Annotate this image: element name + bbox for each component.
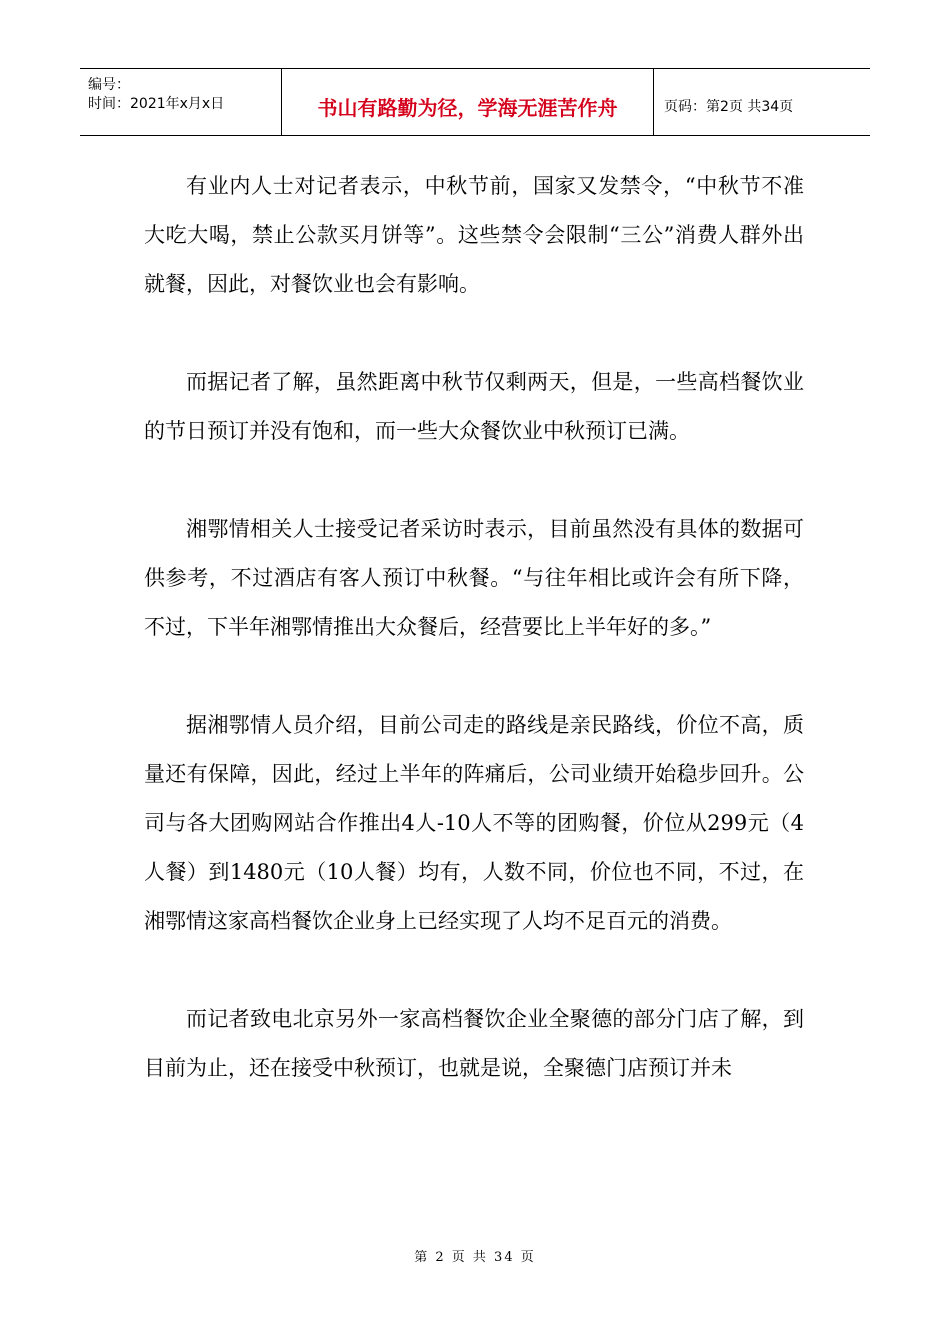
paragraph: 而记者致电北京另外一家高档餐饮企业全聚德的部分门店了解，到目前为止，还在接受中秋预订，也就是说，全聚德门店预订并未: [144, 1007, 804, 1080]
document-time-label: 时间：2021年x月x日: [88, 96, 225, 112]
paragraph: 有业内人士对记者表示，中秋节前，国家又发禁令，“中秋节不准大吃大喝，禁止公款买月饼等”。这些禁令会限制“三公”消费人群外出就餐，因此，对餐饮业也会有影响。: [144, 174, 804, 296]
document-body: [144, 162, 804, 1142]
header-motto-cell: [282, 69, 654, 135]
page-footer: 第 2 页 共 34 页: [414, 1250, 536, 1265]
header-page-cell: [654, 69, 870, 135]
paragraph: 据湘鄂情人员介绍，目前公司走的路线是亲民路线，价位不高，质量还有保障，因此，经过上半年的阵痛后，公司业绩开始稳步回升。公司与各大团购网站合作推出4人-10人不等的团购餐，价位从299元（4人餐）到1480元（10人餐）均有，人数不同，价位也不同，不过，在湘鄂情这家高档餐饮企业身上已经实现了人均不足百元的消费。: [144, 713, 804, 933]
header-motto: 书山有路勤为径，学海无涯苦作舟: [317, 96, 618, 120]
paragraph: 湘鄂情相关人士接受记者采访时表示，目前虽然没有具体的数据可供参考，不过酒店有客人预订中秋餐。“与往年相比或许会有所下降，不过，下半年湘鄂情推出大众餐后，经营要比上半年好的多。”: [144, 517, 804, 639]
header-meta: [80, 69, 282, 135]
header-page-info: 页码：第2页 共34页: [664, 99, 794, 115]
page-header: [80, 68, 870, 136]
paragraph: 而据记者了解，虽然距离中秋节仅剩两天，但是，一些高档餐饮业的节日预订并没有饱和，而一些大众餐饮业中秋预订已满。: [144, 370, 804, 443]
document-code-label: 编号：: [88, 77, 130, 93]
